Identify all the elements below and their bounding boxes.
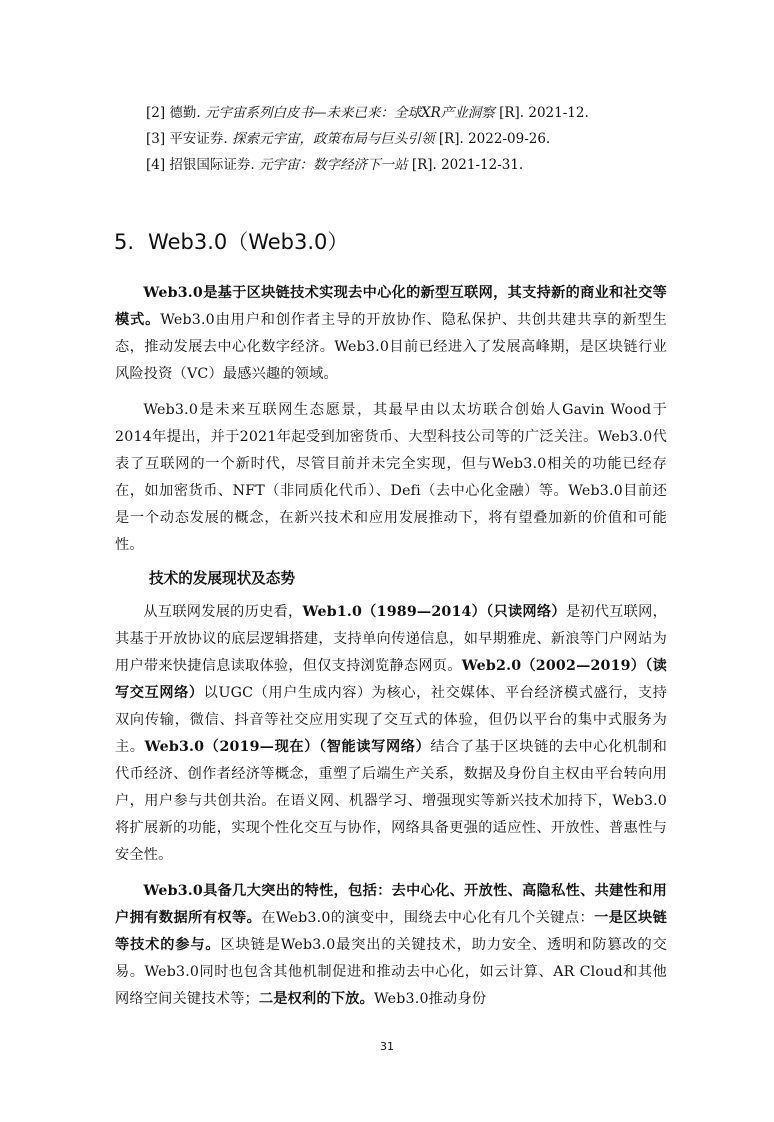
paragraph-text: Web3.0是未来互联网生态愿景，其最早由以太坊联合创始人Gavin Wood于2014年提出，并于2021年起受到加密货币、大型科技公司等的广泛关注。Web3.0代表了互联网的一个新时代，尽管目前并未完全实现，但与Web3.0相关的功能已经存在，如加密货币、NFT（非同质化代币）、Defi（去中心化金融）等。Web3.0目前还是一个动态发展的概念，在新兴技术和应用发展推动下，将有望叠加新的价值和可能性。 [115, 402, 667, 553]
bold-features: Web3.0具备几大突出的特性，包括：去中心化、开放性、高隐私性、共建性和用户拥有数据所有权等。 [115, 883, 667, 926]
section-number: 5. [114, 230, 135, 254]
paragraph-text: Web3.0推动身份 [374, 991, 487, 1007]
paragraph-text: 在Web3.0的演变中，围绕去中心化有几个关键点： [261, 910, 595, 926]
reference-author: [2] 德勤. [146, 105, 201, 121]
paragraph-features [115, 878, 667, 1013]
reference-tail: [R]. 2022-09-26. [438, 131, 551, 147]
reference-title: 元宇宙：数字经济下一站 [259, 157, 408, 173]
paragraph-text: 从互联网发展的历史看， [143, 604, 303, 620]
reference-title: 元宇宙系列白皮书—未来已来：全球XR产业洞察 [205, 105, 495, 121]
bold-lead: Web3.0是基于区块链技术实现去中心化的新型互联网，其支持新的商业和社交等模式。 [115, 285, 667, 328]
section-heading [114, 222, 348, 262]
subheading: 技术的发展现状及态势 [149, 570, 295, 587]
paragraph-text: 以UGC（用户生成内容）为核心，社交媒体、平台经济模式盛行，支持双向传输，微信、抖音等社交应用实现了交互式的体验，但仍以平台的集中式服务为主。 [115, 685, 667, 755]
reference-item [146, 100, 666, 126]
bold-web1: Web1.0（1989—2014）（只读网络） [302, 604, 566, 620]
reference-list [146, 100, 666, 178]
bold-web3: Web3.0（2019—现在）（智能读写网络） [144, 739, 431, 755]
paragraph-text: 区块链是Web3.0最突出的关键技术，助力安全、透明和防篡改的交易。Web3.0同时也包含其他机制促进和推动去中心化，如云计算、AR Cloud和其他网络空间关键技术等； [115, 937, 667, 1007]
page-body [115, 280, 667, 1013]
reference-author: [3] 平安证券. [146, 131, 228, 147]
reference-item [146, 152, 666, 178]
reference-tail: [R]. 2021-12. [499, 105, 589, 121]
reference-item [146, 126, 666, 152]
bold-point-two: 二是权利的下放。 [258, 991, 374, 1007]
reference-title: 探索元宇宙，政策布局与巨头引领 [232, 131, 435, 147]
paragraph-text: 是初代互联网，其基于开放协议的底层逻辑搭建，支持单向传递信息，如早期雅虎、新浪等门户网站为用户带来快捷信息读取体验，但仅支持浏览静态网页。 [115, 604, 667, 674]
paragraph-origin [115, 397, 667, 559]
reference-author: [4] 招银国际证券. [146, 157, 255, 173]
reference-tail: [R]. 2021-12-31. [411, 157, 524, 173]
paragraph-text: Web3.0由用户和创作者主导的开放协作、隐私保护、共创共建共享的新型生态，推动发展去中心化数字经济。Web3.0目前已经进入了发展高峰期，是区块链行业风险投资（VC）最感兴趣的领域。 [115, 312, 667, 382]
page-number: 31 [380, 1040, 394, 1053]
bold-point-one: 一是区块链等技术的参与。 [115, 910, 667, 953]
paragraph-history [115, 599, 667, 869]
paragraph-text: 结合了基于区块链的去中心化机制和代币经济、创作者经济等概念，重塑了后端生产关系，数据及身份自主权由平台转向用户，用户参与共创共治。在语义网、机器学习、增强现实等新兴技术加持下，Web3.0将扩展新的功能，实现个性化交互与协作，网络具备更强的适应性、开放性、普惠性与安全性。 [115, 739, 667, 863]
section-title: Web3.0（Web3.0） [148, 230, 349, 254]
paragraph-intro [115, 280, 667, 388]
bold-web2: Web2.0（2002—2019）（读写交互网络） [115, 658, 667, 701]
